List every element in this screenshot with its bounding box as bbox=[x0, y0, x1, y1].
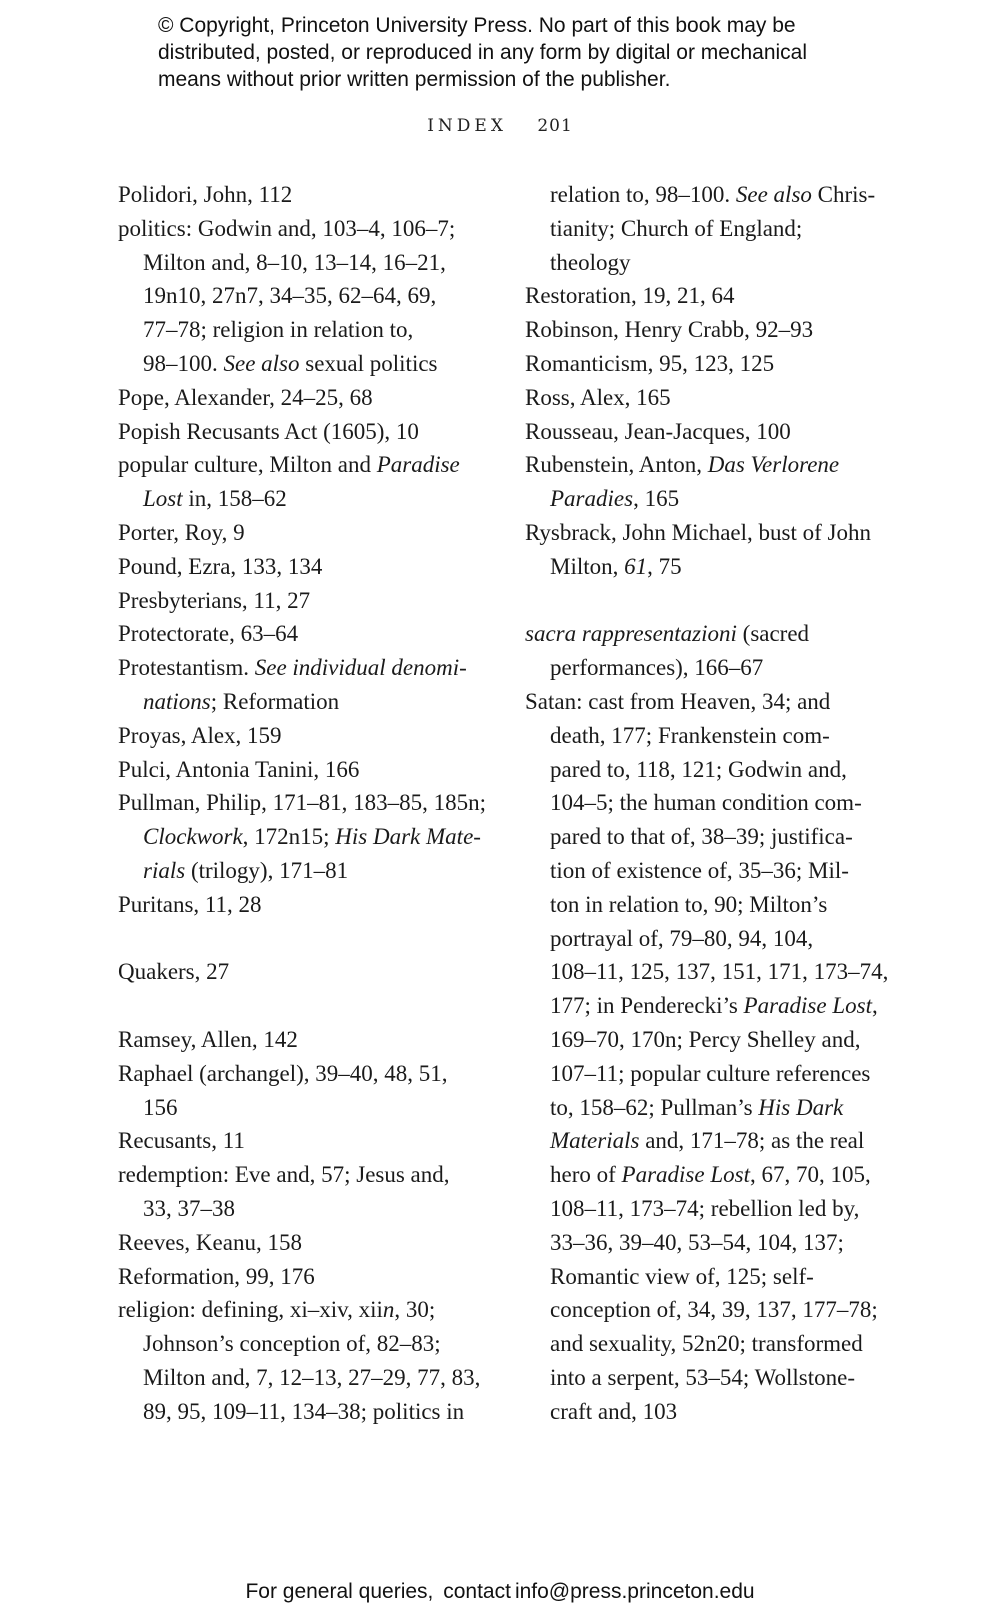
copyright-notice bbox=[158, 12, 888, 93]
index-text: , 30; bbox=[394, 1297, 436, 1323]
index-text: 33, 37–38 bbox=[143, 1195, 235, 1221]
index-entry-line bbox=[118, 584, 498, 618]
index-text: Milton and, 8–10, 13–14, 16–21, bbox=[143, 249, 446, 275]
index-italic-text: Paradise Lost bbox=[621, 1162, 750, 1188]
index-text: Ramsey, Allen, 142 bbox=[118, 1026, 298, 1052]
index-entry-line bbox=[118, 448, 498, 482]
index-italic-text: Paradise Lost bbox=[743, 993, 872, 1019]
index-entry-line bbox=[118, 1293, 498, 1327]
index-italic-text: Clockwork bbox=[143, 824, 243, 850]
index-text: Satan: cast from Heaven, 34; and bbox=[525, 688, 831, 714]
index-column-left bbox=[118, 178, 498, 1428]
index-text: Milton, bbox=[550, 553, 625, 579]
index-italic-text: 61 bbox=[624, 553, 648, 579]
index-italic-text: rials bbox=[143, 857, 186, 883]
index-entry-line bbox=[118, 1057, 498, 1091]
index-text: into a serpent, 53–54; Wollstone- bbox=[550, 1364, 855, 1390]
index-entry-line bbox=[118, 212, 498, 246]
index-continuation-line bbox=[525, 786, 905, 820]
index-text: Rousseau, Jean-Jacques, 100 bbox=[525, 418, 791, 444]
index-entry-line bbox=[118, 651, 498, 685]
index-text: Chris- bbox=[811, 182, 876, 207]
index-continuation-line bbox=[525, 1091, 905, 1125]
index-text: (sacred bbox=[736, 621, 810, 647]
index-continuation-line bbox=[525, 1327, 905, 1361]
index-italic-text: See also bbox=[735, 182, 812, 207]
index-continuation-line bbox=[118, 854, 498, 888]
index-text: Porter, Roy, 9 bbox=[118, 519, 245, 545]
index-continuation-line bbox=[525, 651, 905, 685]
index-continuation-line bbox=[118, 279, 498, 313]
index-text: Raphael (archangel), 39–40, 48, 51, bbox=[118, 1060, 448, 1086]
index-continuation-line bbox=[525, 1124, 905, 1158]
index-entry-line bbox=[118, 1226, 498, 1260]
index-continuation-line bbox=[525, 550, 905, 584]
index-text: , 165 bbox=[633, 486, 680, 512]
index-italic-text: Lost bbox=[143, 486, 183, 512]
index-entry-line bbox=[118, 550, 498, 584]
index-text: (trilogy), 171–81 bbox=[185, 857, 349, 883]
index-text: pared to that of, 38–39; justifica- bbox=[550, 824, 853, 850]
index-entry-line bbox=[118, 381, 498, 415]
index-text: tianity; Church of England; bbox=[550, 215, 803, 241]
index-entry-line bbox=[118, 1124, 498, 1158]
index-entry-line bbox=[118, 617, 498, 651]
index-continuation-line bbox=[525, 1260, 905, 1294]
index-entry-line bbox=[118, 178, 498, 212]
index-text: Pound, Ezra, 133, 134 bbox=[118, 553, 323, 579]
index-entry-line bbox=[118, 1260, 498, 1294]
index-continuation-line bbox=[525, 178, 905, 212]
index-continuation-line bbox=[525, 1192, 905, 1226]
index-continuation-line bbox=[118, 820, 498, 854]
index-text: 169–70, 170n; Percy Shelley and, bbox=[550, 1026, 861, 1052]
index-text: sexual politics bbox=[299, 350, 438, 376]
index-entry-line bbox=[118, 415, 498, 449]
index-entry-line bbox=[118, 1023, 498, 1057]
index-text: Proyas, Alex, 159 bbox=[118, 722, 282, 748]
index-text: 98–100. bbox=[143, 350, 224, 376]
index-text: and sexuality, 52n20; transformed bbox=[550, 1331, 863, 1357]
index-text: 104–5; the human condition com- bbox=[550, 790, 862, 816]
running-head-title: INDEX bbox=[427, 116, 507, 136]
index-text: Pope, Alexander, 24–25, 68 bbox=[118, 384, 373, 410]
footer-label: For general queries, bbox=[245, 1580, 434, 1603]
index-continuation-line bbox=[118, 246, 498, 280]
index-continuation-line bbox=[525, 212, 905, 246]
index-continuation-line bbox=[525, 1293, 905, 1327]
index-text: pared to, 118, 121; Godwin and, bbox=[550, 756, 847, 782]
index-text: relation to, 98–100. bbox=[550, 182, 736, 207]
index-text: Romantic view of, 125; self- bbox=[550, 1263, 814, 1289]
index-text: Puritans, 11, 28 bbox=[118, 891, 262, 917]
index-continuation-line bbox=[525, 1361, 905, 1395]
index-text: 89, 95, 109–11, 134–38; politics in bbox=[143, 1398, 465, 1424]
index-text: Reeves, Keanu, 158 bbox=[118, 1229, 302, 1255]
index-text: Robinson, Henry Crabb, 92–93 bbox=[525, 317, 814, 343]
index-text: 108–11, 173–74; rebellion led by, bbox=[550, 1195, 860, 1221]
index-entry-line bbox=[118, 955, 498, 989]
index-text: Protectorate, 63–64 bbox=[118, 621, 299, 647]
footer-contact-prefix: contact bbox=[443, 1580, 511, 1603]
index-italic-text: Materials bbox=[550, 1128, 640, 1154]
index-italic-text: nations bbox=[143, 688, 211, 714]
index-gap bbox=[118, 989, 498, 1023]
index-continuation-line bbox=[525, 1395, 905, 1429]
index-continuation-line bbox=[525, 888, 905, 922]
index-text: Pulci, Antonia Tanini, 166 bbox=[118, 756, 360, 782]
index-continuation-line bbox=[118, 313, 498, 347]
index-continuation-line bbox=[525, 719, 905, 753]
index-italic-text: Paradise bbox=[376, 452, 460, 478]
index-entry-line bbox=[525, 279, 905, 313]
index-text: 107–11; popular culture references bbox=[550, 1060, 871, 1086]
index-column-right bbox=[525, 178, 905, 1428]
index-text: Popish Recusants Act (1605), 10 bbox=[118, 418, 419, 444]
index-text: ; Reformation bbox=[210, 688, 340, 714]
index-entry-line bbox=[525, 448, 905, 482]
index-continuation-line bbox=[525, 922, 905, 956]
page-number: 201 bbox=[537, 116, 573, 136]
index-italic-text: See also bbox=[223, 350, 300, 376]
index-entry-line bbox=[525, 381, 905, 415]
index-entry-line bbox=[118, 719, 498, 753]
index-continuation-line bbox=[118, 1091, 498, 1125]
index-text: Ross, Alex, 165 bbox=[525, 384, 671, 410]
index-text: Rubenstein, Anton, bbox=[525, 452, 708, 478]
copyright-line: means without prior written permission of the publisher. bbox=[158, 68, 671, 91]
index-continuation-line bbox=[525, 854, 905, 888]
index-italic-text: His Dark Mate- bbox=[335, 824, 481, 850]
index-text: 19n10, 27n7, 34–35, 62–64, 69, bbox=[143, 283, 437, 309]
index-continuation-line bbox=[525, 1158, 905, 1192]
index-text: Presbyterians, 11, 27 bbox=[118, 587, 311, 613]
index-text: 77–78; religion in relation to, bbox=[143, 317, 414, 343]
index-text: in, 158–62 bbox=[182, 486, 287, 512]
index-continuation-line bbox=[118, 1395, 498, 1429]
index-text: , 75 bbox=[647, 553, 682, 579]
index-continuation-line bbox=[118, 685, 498, 719]
index-continuation-line bbox=[118, 1361, 498, 1395]
index-entry-line bbox=[525, 516, 905, 550]
index-continuation-line bbox=[525, 482, 905, 516]
index-text: 177; in Penderecki’s bbox=[550, 993, 744, 1019]
index-text: redemption: Eve and, 57; Jesus and, bbox=[118, 1162, 450, 1188]
index-entry-line bbox=[118, 786, 498, 820]
index-continuation-line bbox=[525, 753, 905, 787]
index-continuation-line bbox=[118, 1192, 498, 1226]
index-entry-line bbox=[118, 1158, 498, 1192]
index-continuation-line bbox=[525, 989, 905, 1023]
index-entry-line bbox=[525, 313, 905, 347]
index-text: Johnson’s conception of, 82–83; bbox=[143, 1331, 441, 1357]
index-continuation-line bbox=[118, 347, 498, 381]
index-text: ton in relation to, 90; Milton’s bbox=[550, 891, 828, 917]
index-entry-line bbox=[118, 888, 498, 922]
index-entry-line bbox=[525, 415, 905, 449]
index-text: Romanticism, 95, 123, 125 bbox=[525, 350, 775, 376]
index-text: Restoration, 19, 21, 64 bbox=[525, 283, 735, 309]
index-text: Pullman, Philip, 171–81, 183–85, 185n; bbox=[118, 790, 487, 816]
footer-email-link[interactable]: info@press.princeton.edu bbox=[514, 1580, 755, 1603]
index-text: Protestantism. bbox=[118, 655, 255, 681]
running-head bbox=[0, 116, 1000, 136]
index-entry-line bbox=[118, 753, 498, 787]
index-continuation-line bbox=[525, 1057, 905, 1091]
index-text: Rysbrack, John Michael, bust of John bbox=[525, 519, 871, 545]
copyright-line: © Copyright, Princeton University Press. No part of this book may be bbox=[158, 14, 796, 37]
index-entry-line bbox=[525, 617, 905, 651]
index-text: death, 177; Frankenstein com- bbox=[550, 722, 830, 748]
index-text: and, 171–78; as the real bbox=[639, 1128, 865, 1154]
index-italic-text: n bbox=[382, 1297, 395, 1323]
index-text: to, 158–62; Pullman’s bbox=[550, 1094, 759, 1120]
index-text: 33–36, 39–40, 53–54, 104, 137; bbox=[550, 1229, 844, 1255]
index-text: , 67, 70, 105, bbox=[749, 1162, 871, 1188]
index-text: Reformation, 99, 176 bbox=[118, 1263, 315, 1289]
index-text: portrayal of, 79–80, 94, 104, bbox=[550, 925, 814, 951]
index-text: performances), 166–67 bbox=[550, 655, 764, 681]
index-text: hero of bbox=[550, 1162, 622, 1188]
index-text: Polidori, John, 112 bbox=[118, 182, 293, 207]
index-italic-text: sacra rappresentazioni bbox=[525, 621, 737, 647]
index-italic-text: Das Verlorene bbox=[707, 452, 840, 478]
index-text: Quakers, 27 bbox=[118, 959, 230, 985]
copyright-line: distributed, posted, or reproduced in any form by digital or mechanical bbox=[158, 41, 808, 64]
index-continuation-line bbox=[525, 1226, 905, 1260]
index-text: 156 bbox=[143, 1094, 178, 1120]
index-continuation-line bbox=[118, 1327, 498, 1361]
index-text: politics: Godwin and, 103–4, 106–7; bbox=[118, 215, 456, 241]
index-text: theology bbox=[550, 249, 631, 275]
index-text: 108–11, 125, 137, 151, 171, 173–74, bbox=[550, 959, 889, 985]
index-gap bbox=[525, 584, 905, 618]
index-text: Milton and, 7, 12–13, 27–29, 77, 83, bbox=[143, 1364, 481, 1390]
footer bbox=[0, 1580, 1000, 1604]
index-continuation-line bbox=[525, 246, 905, 280]
index-continuation-line bbox=[525, 955, 905, 989]
index-text: , 172n15; bbox=[242, 824, 336, 850]
index-text: craft and, 103 bbox=[550, 1398, 678, 1424]
index-entry-line bbox=[118, 516, 498, 550]
index-italic-text: Paradies bbox=[550, 486, 634, 512]
index-text: popular culture, Milton and bbox=[118, 452, 377, 478]
index-gap bbox=[118, 922, 498, 956]
index-entry-line bbox=[525, 685, 905, 719]
index-italic-text: See individual denomi- bbox=[254, 655, 467, 681]
index-continuation-line bbox=[525, 820, 905, 854]
index-continuation-line bbox=[525, 1023, 905, 1057]
index-text: conception of, 34, 39, 137, 177–78; bbox=[550, 1297, 878, 1323]
index-text: Recusants, 11 bbox=[118, 1128, 245, 1154]
index-text: religion: defining, xi–xiv, xii bbox=[118, 1297, 383, 1323]
index-text: , bbox=[871, 993, 878, 1019]
index-italic-text: His Dark bbox=[758, 1094, 844, 1120]
index-text: tion of existence of, 35–36; Mil- bbox=[550, 857, 849, 883]
index-continuation-line bbox=[118, 482, 498, 516]
index-entry-line bbox=[525, 347, 905, 381]
